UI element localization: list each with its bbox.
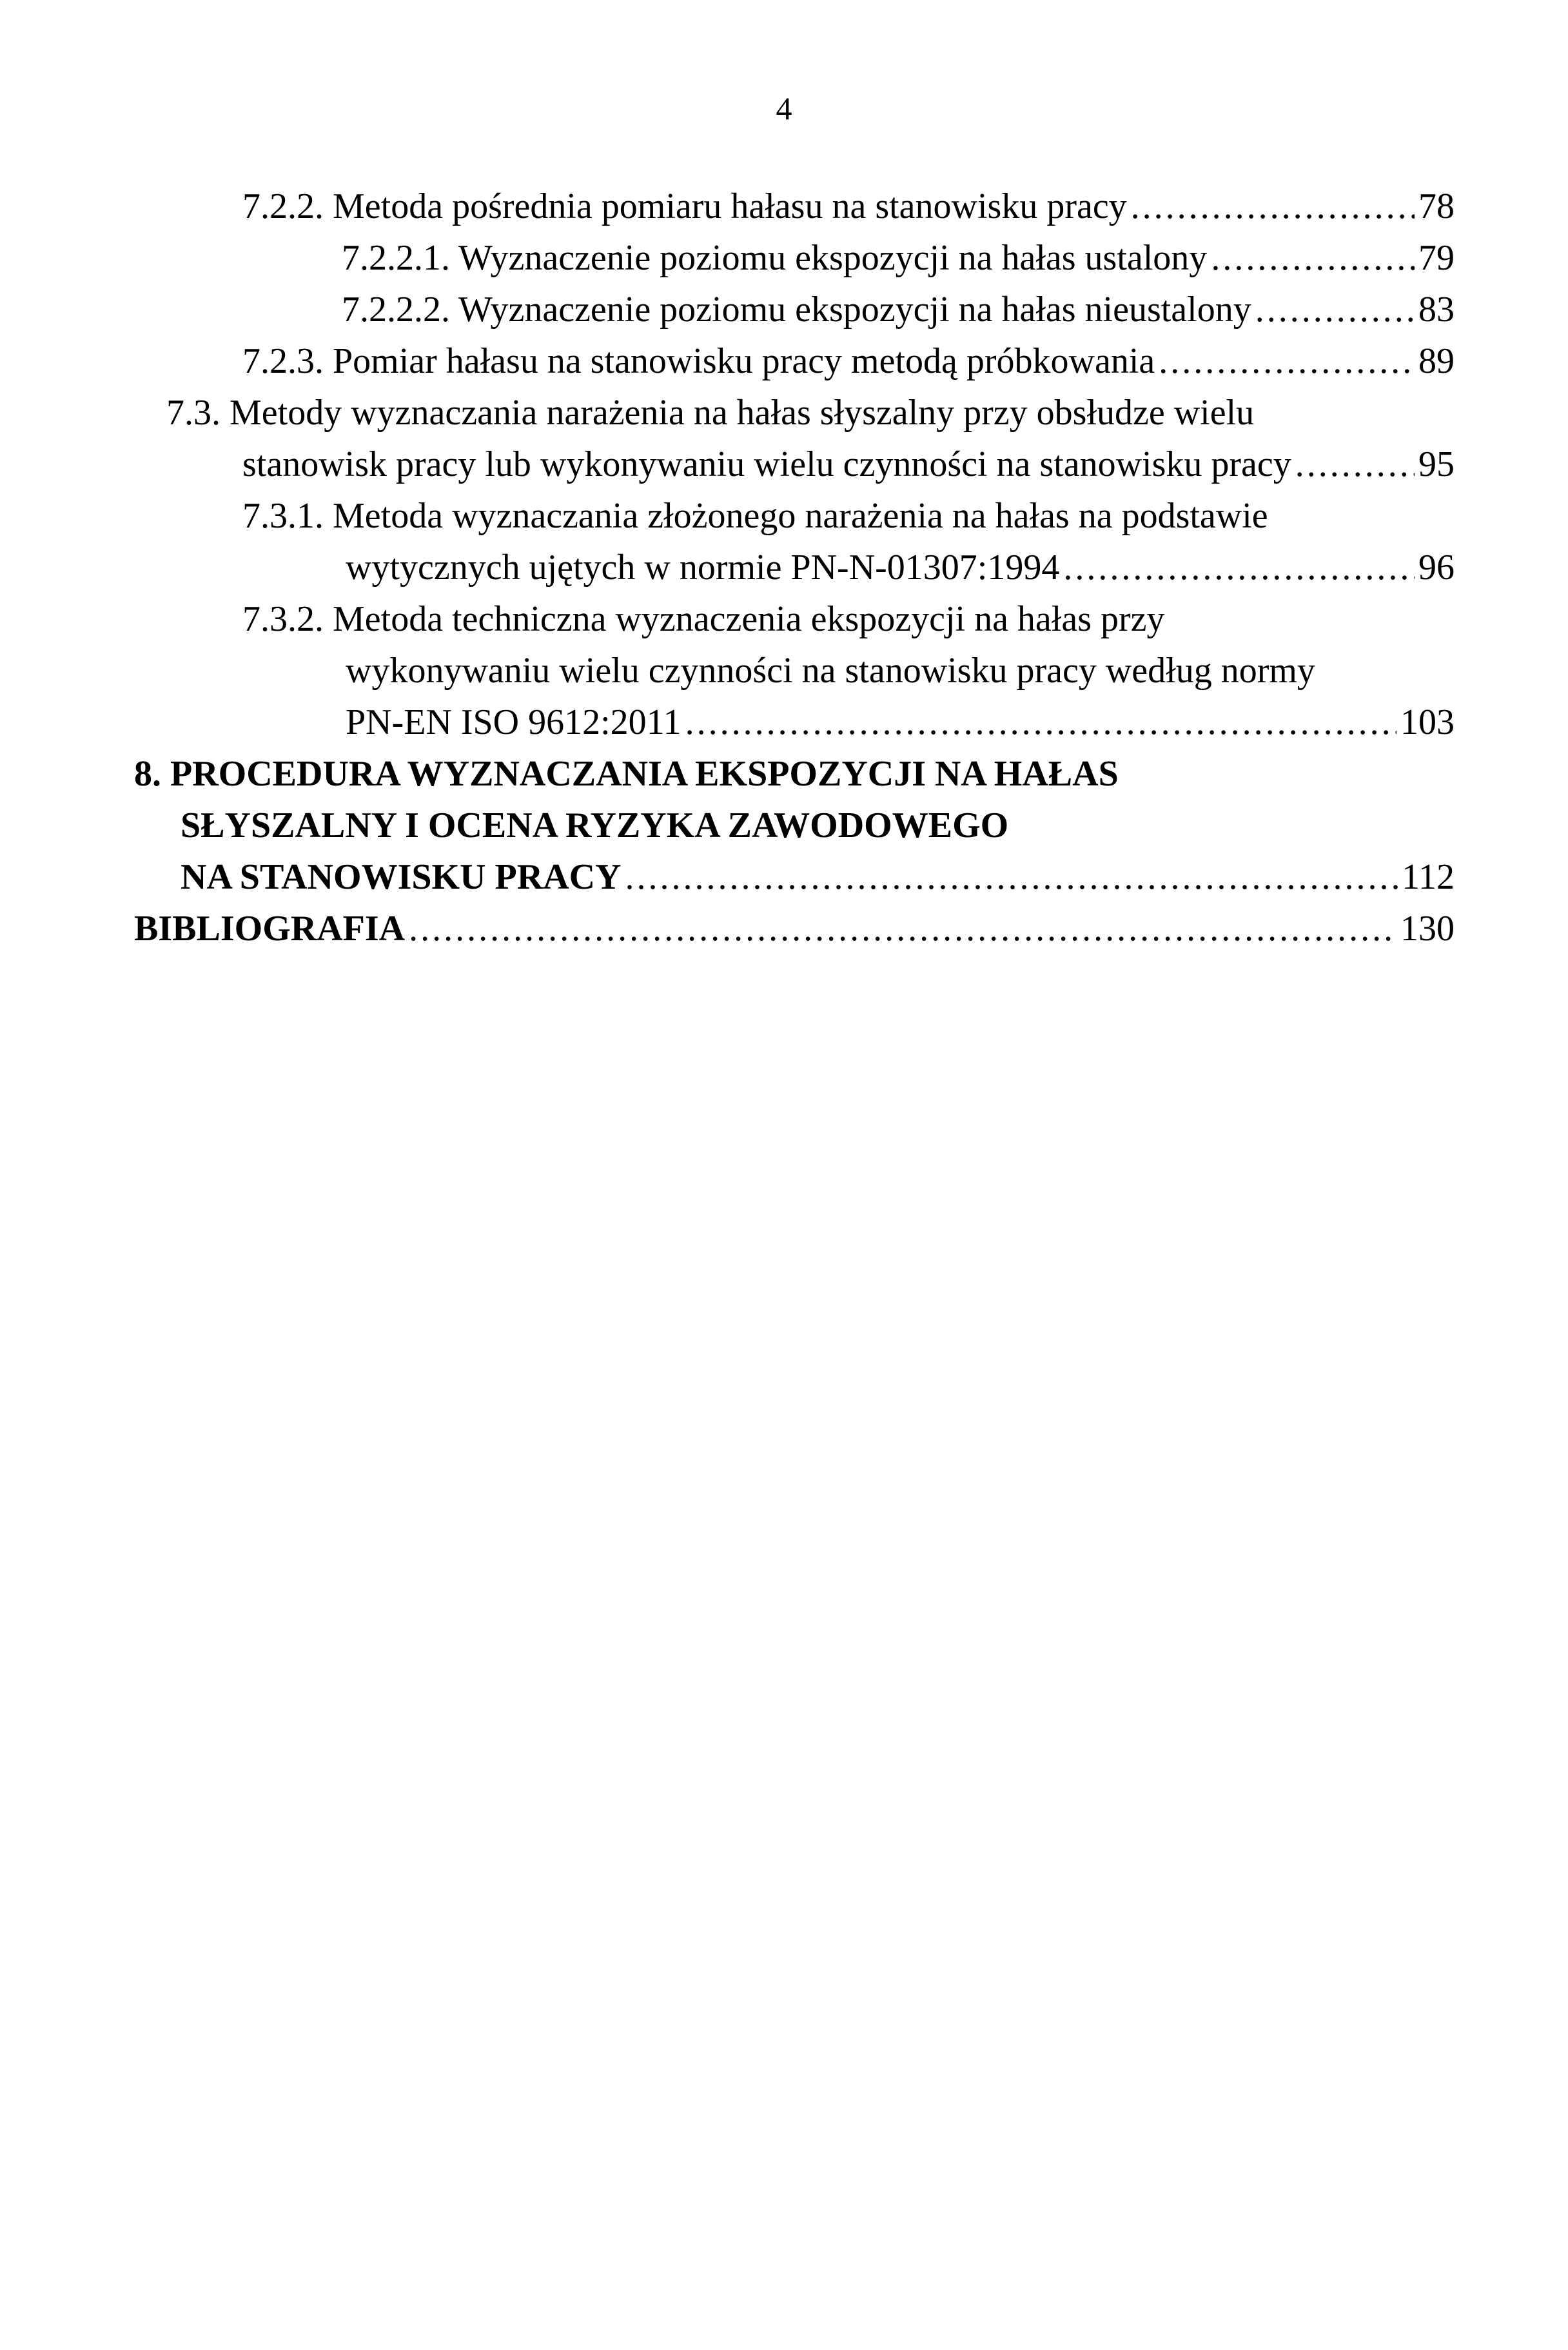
toc-entry-7-3 <box>242 439 1455 490</box>
toc-entry-7-3-1 <box>346 542 1455 593</box>
toc-entry-page: 103 <box>1400 702 1455 742</box>
toc-entry-title: NA STANOWISKU PRACY <box>181 857 622 897</box>
dot-leader <box>1131 181 1415 232</box>
toc-entry-page: 83 <box>1418 290 1455 330</box>
toc-entry-title: BIBLIOGRAFIA <box>134 909 406 949</box>
toc-chapter-8-line2: SŁYSZALNY I OCENA RYZYKA ZAWODOWEGO <box>181 805 1009 845</box>
toc-entry-title: wytycznych ujętych w normie PN-N-01307:1994 <box>346 548 1060 588</box>
toc-entry-title: 7.2.2.2. Wyznaczenie poziomu ekspozycji na hałas nieustalony <box>342 290 1251 330</box>
dot-leader <box>685 696 1396 748</box>
toc-entry-page: 89 <box>1418 341 1455 381</box>
dot-leader <box>1295 439 1415 490</box>
toc-entry-page: 112 <box>1402 857 1455 897</box>
toc-entry-page: 95 <box>1418 444 1455 484</box>
toc-entry-7-2-2-1 <box>342 232 1455 284</box>
toc-entry-page: 78 <box>1418 186 1455 226</box>
toc-chapter-8 <box>181 851 1455 903</box>
page-number: 4 <box>776 90 792 126</box>
toc-entry-title: PN-EN ISO 9612:2011 <box>346 702 681 742</box>
toc-chapter-8-line1: 8. PROCEDURA WYZNACZANIA EKSPOZYCJI NA HAŁAS <box>134 754 1119 794</box>
dot-leader <box>409 903 1396 954</box>
toc-entry-title: 7.2.2. Metoda pośrednia pomiaru hałasu na stanowisku pracy <box>242 186 1127 226</box>
toc-entry-7-2-2 <box>242 181 1455 232</box>
dot-leader <box>1063 542 1415 593</box>
toc-entry-title: stanowisk pracy lub wykonywaniu wielu czynności na stanowisku pracy <box>242 444 1291 484</box>
toc-entry-page: 96 <box>1418 548 1455 588</box>
toc-entry-7-3-2 <box>346 696 1455 748</box>
toc-entry-7-2-2-2 <box>342 284 1455 335</box>
toc-entry-7-3-2-line1: 7.3.2. Metoda techniczna wyznaczenia ekspozycji na hałas przy <box>242 599 1165 639</box>
toc-entry-7-3-1-line1: 7.3.1. Metoda wyznaczania złożonego narażenia na hałas na podstawie <box>242 496 1268 536</box>
dot-leader <box>625 851 1398 903</box>
toc-entry-title: 7.2.3. Pomiar hałasu na stanowisku pracy metodą próbkowania <box>242 341 1155 381</box>
toc-entry-page: 79 <box>1418 238 1455 278</box>
toc-entry-7-2-3 <box>242 335 1455 387</box>
toc-bibliography <box>134 903 1455 954</box>
toc-entry-7-3-2-line2: wykonywaniu wielu czynności na stanowisku pracy według normy <box>346 651 1315 691</box>
toc-entry-page: 130 <box>1400 909 1455 949</box>
dot-leader <box>1159 335 1415 387</box>
dot-leader <box>1211 232 1415 284</box>
toc-entry-7-3-line1: 7.3. Metody wyznaczania narażenia na hałas słyszalny przy obsłudze wielu <box>166 393 1255 433</box>
dot-leader <box>1255 284 1415 335</box>
toc-entry-title: 7.2.2.1. Wyznaczenie poziomu ekspozycji na hałas ustalony <box>342 238 1208 278</box>
